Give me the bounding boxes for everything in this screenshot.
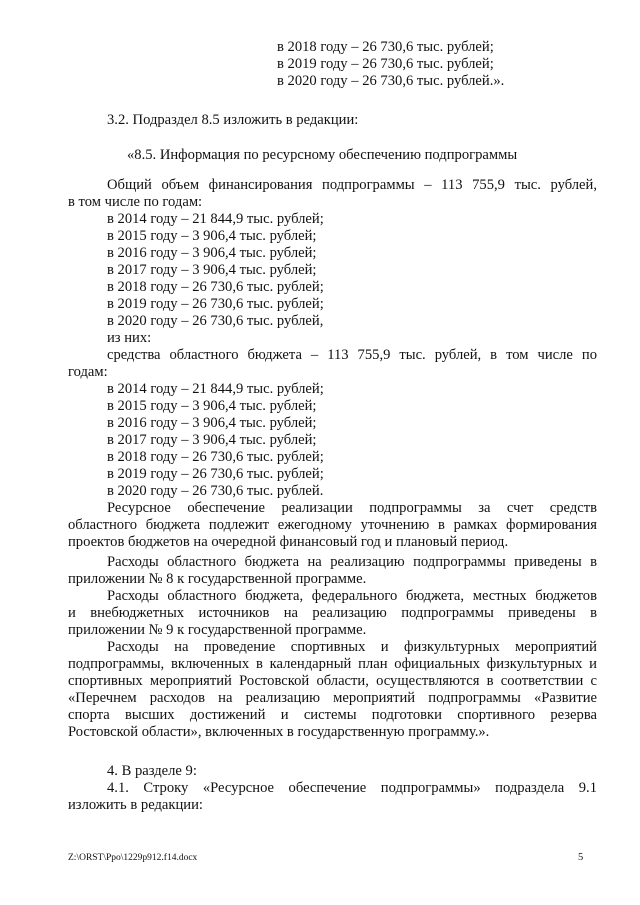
text-line: в 2014 году – 21 844,9 тыс. рублей;	[107, 211, 324, 227]
text-line: в 2020 году – 26 730,6 тыс. рублей.».	[277, 73, 505, 89]
text-line: в 2017 году – 3 906,4 тыс. рублей;	[107, 432, 317, 448]
text-line: в 2019 году – 26 730,6 тыс. рублей;	[107, 466, 324, 482]
text-line: средства областного бюджета – 113 755,9 тыс. рублей, в том числе по	[107, 347, 597, 363]
text-line: в 2015 году – 3 906,4 тыс. рублей;	[107, 228, 317, 244]
text-line: в 2018 году – 26 730,6 тыс. рублей;	[277, 39, 494, 55]
text-line: в том числе по годам:	[68, 194, 203, 210]
text-line: в 2015 году – 3 906,4 тыс. рублей;	[107, 398, 317, 414]
text-line: «Перечнем расходов на реализацию мероприятий подпрограммы «Развитие	[68, 690, 597, 706]
text-line: 4.1. Строку «Ресурсное обеспечение подпрограммы» подраздела 9.1	[107, 780, 597, 796]
text-line: изложить в редакции:	[68, 797, 203, 813]
text-line: спорта высших достижений и системы подготовки спортивного резерва	[68, 707, 597, 723]
text-line: Расходы областного бюджета, федерального бюджета, местных бюджетов	[107, 588, 597, 604]
text-line: проектов бюджетов на очередной финансовый год и плановый период.	[68, 534, 509, 550]
text-line: из них:	[107, 330, 152, 346]
text-line: подпрограммы, включенных в календарный план официальных физкультурных и	[68, 656, 597, 672]
text-line: Расходы на проведение спортивных и физкультурных мероприятий	[107, 639, 597, 655]
text-line: в 2016 году – 3 906,4 тыс. рублей;	[107, 415, 317, 431]
text-line: Расходы областного бюджета на реализацию подпрограммы приведены в	[107, 554, 597, 570]
text-line: в 2020 году – 26 730,6 тыс. рублей,	[107, 313, 324, 329]
text-line: в 2020 году – 26 730,6 тыс. рублей.	[107, 483, 324, 499]
text-line: приложении № 8 к государственной программе.	[68, 571, 367, 587]
text-line: и внебюджетных источников на реализацию подпрограммы приведены в	[68, 605, 597, 621]
text-line: в 2019 году – 26 730,6 тыс. рублей;	[107, 296, 324, 312]
footer-file-path: Z:\ORST\Ppo\1229p912.f14.docx	[68, 853, 198, 863]
section-heading: «8.5. Информация по ресурсному обеспечению подпрограммы	[127, 147, 518, 163]
text-line: Ресурсное обеспечение реализации подпрограммы за счет средств	[107, 500, 597, 516]
text-line: приложении № 9 к государственной программе.	[68, 622, 367, 638]
text-line: в 2016 году – 3 906,4 тыс. рублей;	[107, 245, 317, 261]
text-line: 3.2. Подраздел 8.5 изложить в редакции:	[107, 112, 359, 128]
text-line: 4. В разделе 9:	[107, 763, 197, 779]
text-line: областного бюджета подлежит ежегодному уточнению в рамках формирования	[68, 517, 597, 533]
text-line: Ростовской области», включенных в государственную программу.».	[68, 724, 490, 740]
text-line: годам:	[68, 364, 108, 380]
text-line: в 2018 году – 26 730,6 тыс. рублей;	[107, 449, 324, 465]
text-line: в 2019 году – 26 730,6 тыс. рублей;	[277, 56, 494, 72]
page-number: 5	[578, 852, 584, 863]
text-line: Общий объем финансирования подпрограммы – 113 755,9 тыс. рублей,	[107, 177, 597, 193]
text-line: спортивных мероприятий Ростовской области, осуществляются в соответствии с	[68, 673, 597, 689]
text-line: в 2018 году – 26 730,6 тыс. рублей;	[107, 279, 324, 295]
text-line: в 2017 году – 3 906,4 тыс. рублей;	[107, 262, 317, 278]
text-line: в 2014 году – 21 844,9 тыс. рублей;	[107, 381, 324, 397]
